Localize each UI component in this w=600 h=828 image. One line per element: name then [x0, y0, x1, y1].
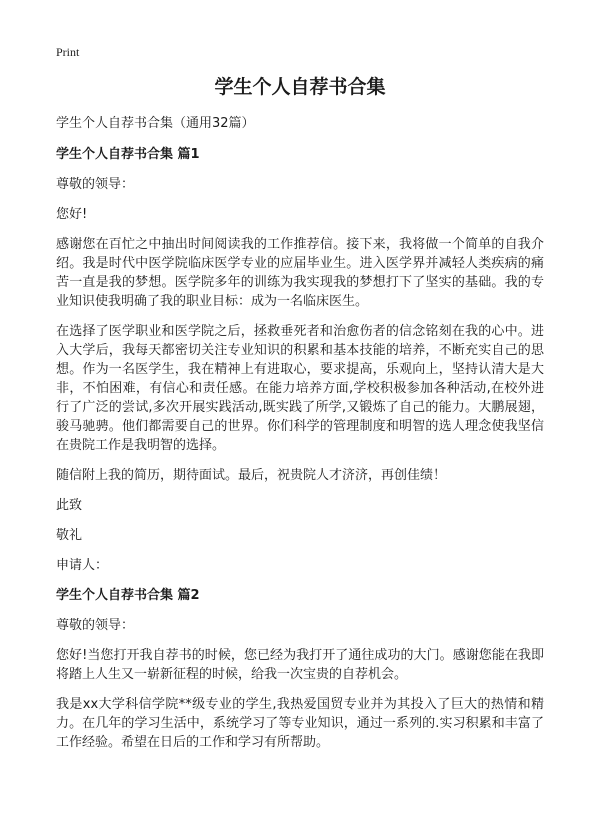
- section-heading: 学生个人自荐书合集 篇2: [56, 588, 200, 603]
- page-title: 学生个人自荐书合集: [214, 76, 386, 98]
- body-paragraph: 感谢您在百忙之中抽出时间阅读我的工作推荐信。接下来，我将做一个简单的自我介绍。我是时代中医学院临床医学专业的应届毕业生。进入医学界并减轻人类疾病的痛苦一直是我的梦想。医学院多年的训练为我实现我的梦想打下了坚实的基础。我的专业知识使我明确了我的职业目标：成为一名临床医生。: [56, 237, 544, 309]
- body-paragraph: 随信附上我的简历，期待面试。最后，祝贵院人才济济，再创佳绩！: [56, 468, 447, 483]
- body-paragraph: 我是xx大学科信学院**级专业的学生,我热爱国贸专业并为其投入了巨大的热情和精力。在几年的学习生活中，系统学习了等专业知识，通过一系列的.实习积累和丰富了工作经验。希望在日后的工作和学习有所帮助。: [56, 697, 544, 750]
- salutation: 尊敬的领导：: [56, 618, 135, 633]
- print-link[interactable]: Print: [56, 45, 80, 59]
- body-paragraph: 您好!当您打开我自荐书的时候，您已经为我打开了通往成功的大门。感谢您能在我即将踏上人生又一崭新征程的时候，给我一次宝贵的自荐机会。: [56, 648, 544, 682]
- salutation: 尊敬的领导：: [56, 177, 135, 192]
- section-2: [56, 586, 544, 752]
- signature-line: 申请人：: [56, 558, 109, 573]
- body-paragraph: 在选择了医学职业和医学院之后，拯救垂死者和治愈伤者的信念铭刻在我的心中。进入大学后，我每天都密切关注专业知识的积累和基本技能的培养，不断充实自己的思想。作为一名医学生，我在精神上有进取心，要求提高，乐观向上，坚持认清大是大非，不怕困难，有信心和责任感。在能力培养方面,学校积极参加各种活动,在校外进行了广泛的尝试,多次开展实践活动,既实践了所学,又锻炼了自己的能力。大鹏展翅，骏马驰骋。他们都需要自己的世界。你们科学的管理制度和明智的选人理念使我坚信在贵院工作是我明智的选择。: [56, 324, 544, 453]
- section-heading: 学生个人自荐书合集 篇1: [56, 147, 200, 162]
- document-subtitle: 学生个人自荐书合集（通用32篇）: [56, 116, 255, 131]
- greeting: 您好!: [56, 207, 88, 222]
- section-1: [56, 145, 544, 575]
- closing-line: 敬礼: [56, 528, 83, 543]
- closing-line: 此致: [56, 498, 83, 513]
